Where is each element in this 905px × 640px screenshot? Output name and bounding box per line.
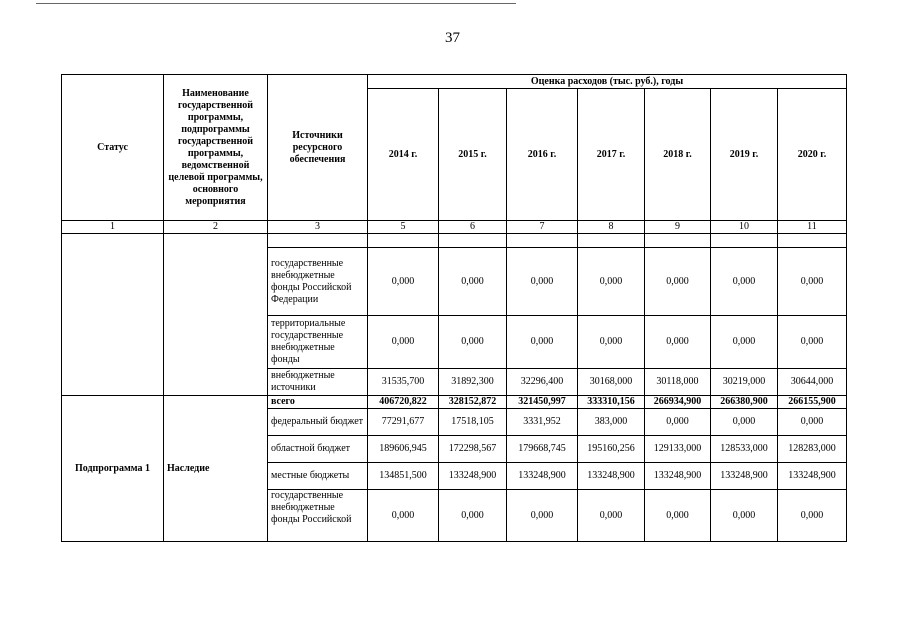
program-name-cell (164, 234, 268, 396)
header-name: Наименование государственной программы, подпрограммы государственной программы, ведомственной целевой программы, основного мероприятия (164, 75, 268, 221)
value-cell: 0,000 (439, 248, 507, 316)
value-cell: 383,000 (578, 409, 645, 436)
value-cell: 30168,000 (578, 369, 645, 396)
value-cell: 77291,677 (368, 409, 439, 436)
value-cell: 0,000 (778, 248, 847, 316)
value-cell: 266155,900 (778, 396, 847, 409)
header-year: 2015 г. (439, 89, 507, 221)
value-cell: 333310,156 (578, 396, 645, 409)
value-cell (507, 234, 578, 248)
value-cell: 30118,000 (645, 369, 711, 396)
value-cell: 0,000 (439, 316, 507, 369)
value-cell: 0,000 (368, 490, 439, 542)
value-cell: 0,000 (711, 316, 778, 369)
value-cell: 30219,000 (711, 369, 778, 396)
value-cell: 266934,900 (645, 396, 711, 409)
value-cell: 406720,822 (368, 396, 439, 409)
source-cell: государственные внебюджетные фонды Российской (268, 490, 368, 542)
page-number: 37 (445, 30, 460, 46)
value-cell: 172298,567 (439, 436, 507, 463)
status-cell (62, 234, 164, 396)
column-number: 5 (368, 221, 439, 234)
header-year: 2017 г. (578, 89, 645, 221)
header-year: 2019 г. (711, 89, 778, 221)
value-cell: 0,000 (507, 316, 578, 369)
value-cell: 0,000 (711, 409, 778, 436)
column-number: 11 (778, 221, 847, 234)
value-cell (645, 234, 711, 248)
column-number: 7 (507, 221, 578, 234)
value-cell: 133248,900 (711, 463, 778, 490)
value-cell: 0,000 (507, 248, 578, 316)
column-number: 6 (439, 221, 507, 234)
value-cell: 189606,945 (368, 436, 439, 463)
value-cell (711, 234, 778, 248)
value-cell: 17518,105 (439, 409, 507, 436)
value-cell (778, 234, 847, 248)
header-row-top (62, 75, 847, 89)
value-cell: 0,000 (645, 316, 711, 369)
table-row-total (62, 396, 847, 409)
value-cell (439, 234, 507, 248)
header-sources: Источники ресурсного обеспечения (268, 75, 368, 221)
value-cell: 266380,900 (711, 396, 778, 409)
value-cell: 133248,900 (578, 463, 645, 490)
value-cell: 0,000 (778, 490, 847, 542)
value-cell: 133248,900 (778, 463, 847, 490)
value-cell: 0,000 (711, 490, 778, 542)
value-cell: 321450,997 (507, 396, 578, 409)
value-cell: 133248,900 (507, 463, 578, 490)
header-status: Статус (62, 75, 164, 221)
value-cell: 0,000 (711, 248, 778, 316)
program-name-cell: Наследие (164, 396, 268, 542)
budget-table (61, 74, 847, 542)
value-cell (368, 234, 439, 248)
value-cell: 0,000 (645, 248, 711, 316)
header-year: 2014 г. (368, 89, 439, 221)
column-number: 8 (578, 221, 645, 234)
header-estimate: Оценка расходов (тыс. руб.), годы (368, 75, 847, 89)
source-cell: внебюджетные источники (268, 369, 368, 396)
column-number: 10 (711, 221, 778, 234)
value-cell: 328152,872 (439, 396, 507, 409)
value-cell: 195160,256 (578, 436, 645, 463)
value-cell: 30644,000 (778, 369, 847, 396)
source-cell (268, 234, 368, 248)
value-cell: 0,000 (778, 409, 847, 436)
source-cell: территориальные государственные внебюджетные фонды (268, 316, 368, 369)
value-cell: 0,000 (439, 490, 507, 542)
source-cell: местные бюджеты (268, 463, 368, 490)
header-year: 2018 г. (645, 89, 711, 221)
value-cell: 3331,952 (507, 409, 578, 436)
value-cell: 128283,000 (778, 436, 847, 463)
column-number: 3 (268, 221, 368, 234)
header-year: 2020 г. (778, 89, 847, 221)
value-cell: 0,000 (507, 490, 578, 542)
value-cell: 0,000 (578, 248, 645, 316)
value-cell: 0,000 (645, 490, 711, 542)
value-cell: 128533,000 (711, 436, 778, 463)
column-number: 1 (62, 221, 164, 234)
source-cell: областной бюджет (268, 436, 368, 463)
value-cell: 179668,745 (507, 436, 578, 463)
value-cell: 32296,400 (507, 369, 578, 396)
source-cell: всего (268, 396, 368, 409)
source-cell: федеральный бюджет (268, 409, 368, 436)
value-cell: 0,000 (578, 490, 645, 542)
column-number-row (62, 221, 847, 234)
table-row (62, 234, 847, 248)
value-cell: 133248,900 (439, 463, 507, 490)
column-number: 9 (645, 221, 711, 234)
value-cell: 31892,300 (439, 369, 507, 396)
source-cell: государственные внебюджетные фонды Российской Федерации (268, 248, 368, 316)
column-number: 2 (164, 221, 268, 234)
value-cell: 31535,700 (368, 369, 439, 396)
status-cell: Подпрограмма 1 (62, 396, 164, 542)
value-cell: 0,000 (368, 248, 439, 316)
value-cell: 129133,000 (645, 436, 711, 463)
value-cell (578, 234, 645, 248)
value-cell: 0,000 (778, 316, 847, 369)
scan-edge-line (36, 3, 516, 4)
value-cell: 133248,900 (645, 463, 711, 490)
header-year: 2016 г. (507, 89, 578, 221)
value-cell: 0,000 (645, 409, 711, 436)
value-cell: 0,000 (368, 316, 439, 369)
value-cell: 0,000 (578, 316, 645, 369)
value-cell: 134851,500 (368, 463, 439, 490)
